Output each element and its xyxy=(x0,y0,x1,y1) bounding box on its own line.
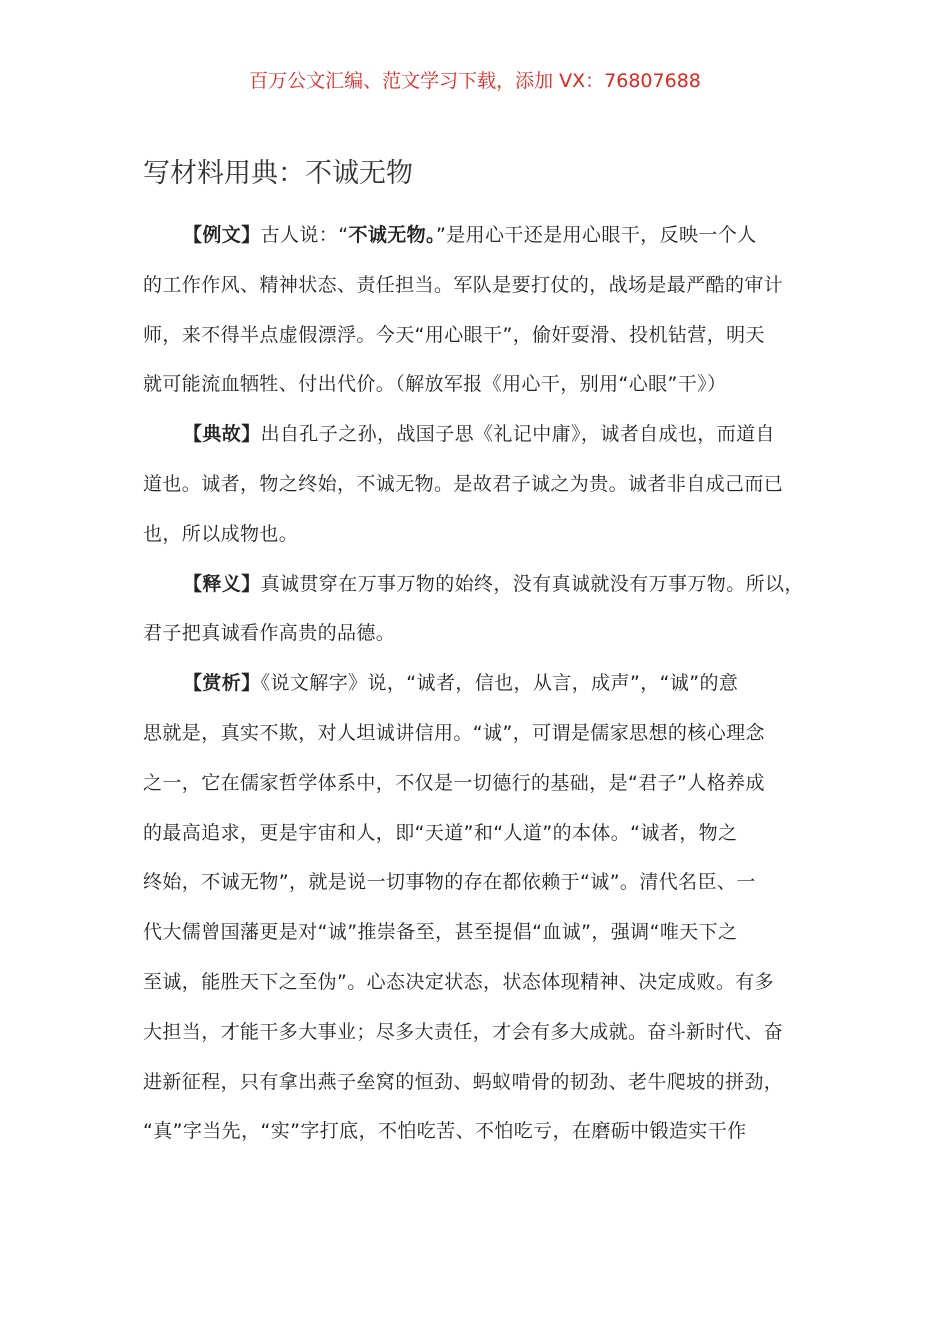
text-segment: 君子把真诚看作高贵的品德。 xyxy=(143,622,396,645)
bold-text: 【释义】 xyxy=(183,572,261,595)
bold-text: 【典故】 xyxy=(183,423,261,446)
text-segment: 的最高追求，更是宇宙和人，即“天道”和“人道”的本体。“诚者，物之 xyxy=(143,821,738,844)
text-segment: 也，所以成物也。 xyxy=(143,522,299,545)
bold-text: 不诚无物。 xyxy=(348,224,436,246)
text-segment: “真”字当先，“实”字打底，不怕吃苦、不怕吃亏，在磨砺中锻造实干作 xyxy=(143,1120,747,1143)
bold-text: 【例文】 xyxy=(183,224,261,246)
text-segment: 之一，它在儒家哲学体系中，不仅是一切德行的基础，是“君子”人格养成 xyxy=(143,771,765,794)
text-line xyxy=(143,469,783,499)
text-line xyxy=(143,569,804,599)
text-segment: 《说文解字》说，“诚者，信也，从言，成声”，“诚”的意 xyxy=(260,672,739,695)
text-line xyxy=(143,867,756,897)
text-segment: 师，来不得半点虚假漂浮。今天“用心眼干”，偷奸耍滑、投机钻营，明天 xyxy=(143,323,765,346)
text-segment: 出自孔子之孙，战国子思《礼记中庸》，诚者自成也，而道自 xyxy=(260,423,775,446)
text-line xyxy=(143,220,757,250)
text-line xyxy=(143,718,765,748)
text-line xyxy=(143,917,737,947)
text-segment: 的工作作风、精神状态、责任担当。军队是要打仗的，战场是最严酷的审计 xyxy=(143,273,784,296)
text-segment: 道也。诚者，物之终始，不诚无物。是故君子诚之为贵。诚者非自成己而已 xyxy=(143,473,784,495)
text-line xyxy=(143,1067,783,1097)
text-segment: 终始，不诚无物”，就是说一切事物的存在都依赖于“诚”。清代名臣、一 xyxy=(143,871,756,894)
text-line xyxy=(143,967,774,997)
text-line xyxy=(143,320,765,350)
text-segment: 至诚，能胜天下之至伪”。心态决定状态，状态体现精神、决定成败。有多 xyxy=(143,971,775,993)
text-segment: 真诚贯穿在万事万物的始终，没有真诚就没有万事万物。所以， xyxy=(260,572,804,595)
text-line xyxy=(143,369,727,399)
text-segment: 大担当，才能干多大事业；尽多大责任，才会有多大成就。奋斗新时代、奋 xyxy=(143,1020,784,1043)
text-line xyxy=(143,1017,783,1047)
text-segment: 思就是，真实不欺，对人坦诚讲信用。“诚”，可谓是儒家思想的核心理念 xyxy=(143,722,765,744)
text-line xyxy=(143,270,783,300)
text-line xyxy=(143,419,775,449)
text-segment: 代大儒曾国藩更是对“诚”推崇备至，甚至提倡“血诚”，强调“唯天下之 xyxy=(143,921,738,944)
bold-text: 【赏析】 xyxy=(183,672,261,695)
text-segment: 进新征程，只有拿出燕子垒窝的恒劲、蚂蚁啃骨的韧劲、老牛爬坡的拼劲， xyxy=(143,1070,784,1093)
text-line xyxy=(143,618,395,648)
document-title: 写材料用典：不诚无物 xyxy=(143,158,413,189)
text-segment: 古人说：“ xyxy=(260,224,349,246)
text-line xyxy=(143,519,298,549)
text-segment: ”是用心干还是用心眼干，反映一个人 xyxy=(435,224,757,246)
header-banner: 百万公文汇编、范文学习下载，添加 VX：76807688 xyxy=(249,70,701,92)
text-line xyxy=(143,668,738,698)
text-line xyxy=(143,818,737,848)
text-line xyxy=(143,768,765,798)
text-segment: 就可能流血牺牲、付出代价。（解放军报《用心干，别用“心眼”干》） xyxy=(143,373,727,396)
text-line xyxy=(143,1116,747,1146)
